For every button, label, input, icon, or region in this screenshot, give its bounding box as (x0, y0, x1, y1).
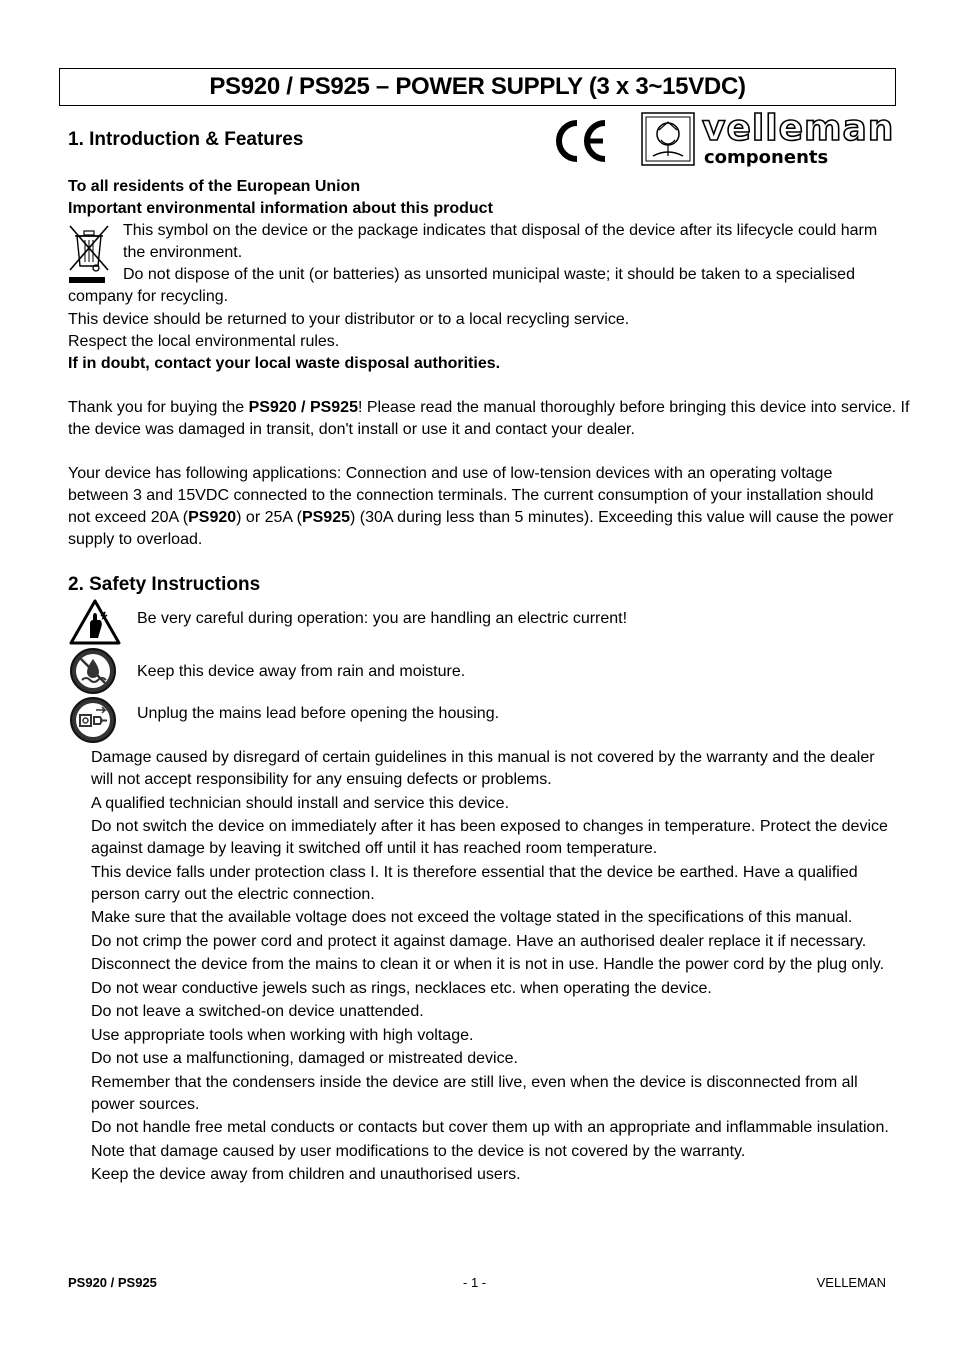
section-heading-introduction: 1. Introduction & Features (68, 129, 304, 150)
list-item: Do not wear conductive jewels such as rings, necklaces etc. when operating the device. (91, 979, 712, 997)
ce-mark-icon (553, 118, 609, 164)
list-item: A qualified technician should install and service this device. (91, 794, 510, 812)
list-item: Do not handle free metal conducts or contacts but cover them up with an appropriate and inflammable insulation. (91, 1119, 889, 1136)
page-title: PS920 / PS925 – POWER SUPPLY (3 x 3~15VDC) (59, 68, 896, 106)
section-heading-safety: 2. Safety Instructions (68, 574, 261, 595)
velleman-logo: velleman components (641, 112, 887, 166)
footer-brand: VELLEMAN (816, 1275, 886, 1290)
list-item: Disconnect the device from the mains to clean it or when it is not in use. Handle the power cord by the plug only. (91, 956, 885, 973)
applications-paragraph: Your device has following applications: Connection and use of low-tension devices with an operating voltage (68, 465, 833, 482)
footer-model: PS920 / PS925 (68, 1275, 157, 1290)
list-item: Do not leave a switched-on device unattended. (91, 1003, 424, 1020)
warning-unplug-mains: Unplug the mains lead before opening the housing. (137, 705, 500, 722)
list-item: Keep the device away from children and unauthorised users. (91, 1166, 521, 1183)
warning-electric-current: Be very careful during operation: you are handling an electric current! (137, 610, 628, 627)
list-item: Damage caused by disregard of certain guidelines in this manual is not covered by the warranty and the dealer will not accept responsibility for any ensuing defects or problems. (91, 749, 875, 788)
waste-authorities-line: If in doubt, contact your local waste disposal authorities. (68, 355, 501, 372)
list-item: This device falls under protection class I. It is therefore essential that the device be earthed. Have a qualified person carry out the electric connection. (91, 863, 858, 903)
list-item: Use appropriate tools when working with high voltage. (91, 1026, 474, 1044)
electric-hazard-icon (68, 598, 122, 646)
list-item: Do not use a malfunctioning, damaged or mistreated device. (91, 1050, 518, 1067)
list-item: Make sure that the available voltage does not exceed the voltage stated in the specifications of this manual. (91, 909, 853, 926)
thanks-paragraph: Thank you for buying the PS920 / PS925! Please read the manual thoroughly before bringing this device into service. If (68, 399, 910, 416)
eu-residents-line: To all residents of the European Union (68, 178, 361, 195)
list-item: Do not crimp the power cord and protect it against damage. Have an authorised dealer replace it if necessary. (91, 932, 867, 950)
velleman-emblem-icon (641, 112, 695, 166)
safety-instructions-list (91, 747, 891, 1188)
list-item: Remember that the condensers inside the device are still live, even when the device is disconnected from all power sources. (91, 1073, 858, 1113)
unplug-mains-icon (70, 697, 116, 743)
crossed-bin-icon (68, 224, 110, 286)
list-item: Note that damage caused by user modifications to the device is not covered by the warranty. (91, 1142, 746, 1160)
warning-rain-moisture: Keep this device away from rain and moisture. (137, 663, 466, 680)
footer-page-number: - 1 - (463, 1275, 487, 1290)
no-moisture-icon (70, 648, 116, 694)
list-item: Do not switch the device on immediately after it has been exposed to changes in temperature. Protect the device against damage by leaving it switched off until it has reached room temperature. (91, 818, 888, 857)
environmental-info-line: Important environmental information about this product (68, 200, 493, 217)
